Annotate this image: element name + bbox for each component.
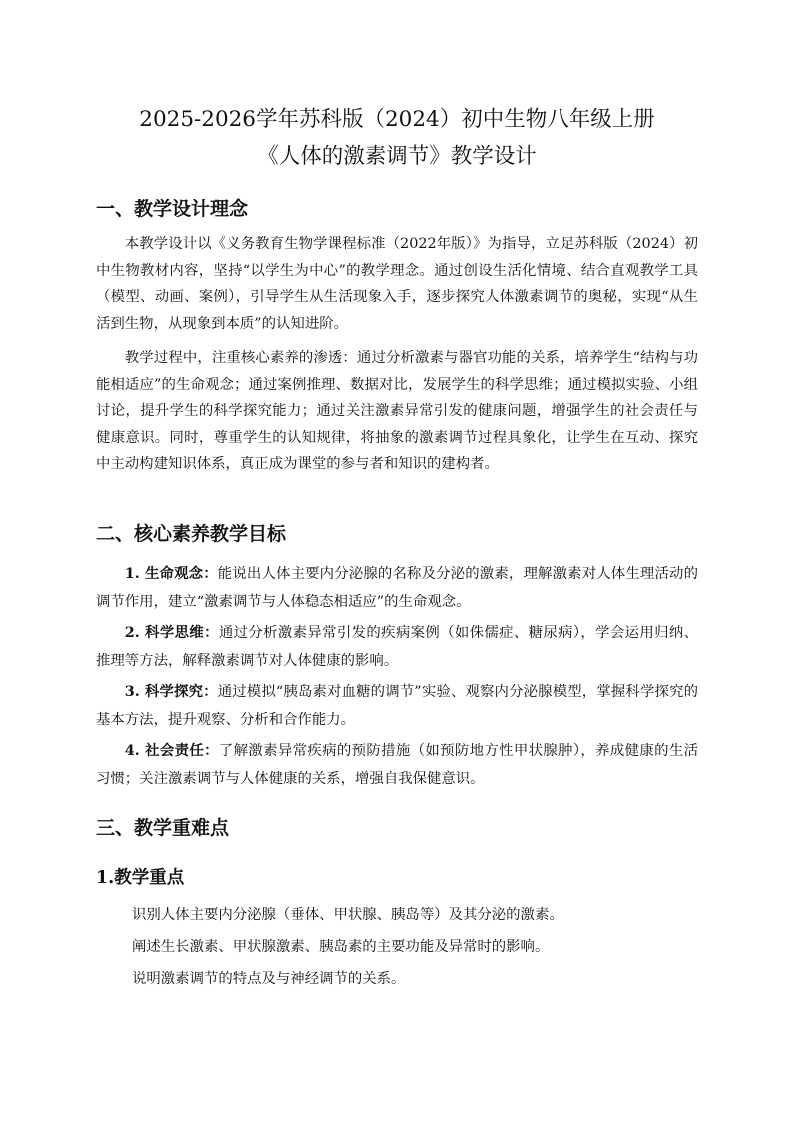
- goal-item: [96, 619, 698, 675]
- goal-item: [96, 737, 698, 793]
- key-point-item: 说明激素调节的特点及与神经调节的关系。: [132, 971, 406, 987]
- goal-text: 了解激素异常疾病的预防措施（如预防地方性甲状腺肿），养成健康的生活习惯；关注激素调节与人体健康的关系，增强自我保健意识。: [96, 743, 698, 787]
- goal-text: 通过模拟“胰岛素对血糖的调节”实验、观察内分泌腺模型，掌握科学探究的基本方法，提升观察、分析和合作能力。: [96, 684, 698, 728]
- document-title-line1: 2025-2026学年苏科版（2024）初中生物八年级上册: [139, 107, 655, 132]
- goal-label: 3. 科学探究：: [124, 683, 218, 700]
- section-heading-goals: 二、核心素养教学目标: [96, 523, 287, 545]
- goal-label: 2. 科学思维：: [124, 624, 219, 641]
- goal-item: [96, 560, 698, 616]
- section-heading-key-difficult-points: 三、教学重难点: [96, 817, 230, 839]
- subheading-key-points: 1.教学重点: [96, 868, 185, 888]
- goal-item: [96, 678, 698, 734]
- philosophy-paragraph-1: 本教学设计以《义务教育生物学课程标准（2022年版）》为指导，立足苏科版（2024）初中生物教材内容，坚持“以学生为中心”的教学理念。通过创设生活化情境、结合直观教学工具（模型、动画、案例），引导学生从生活现象入手，逐步探究人体激素调节的奥秘，实现“从生活到生物，从现象到本质”的认知进阶。: [96, 236, 698, 332]
- goal-text: 能说出人体主要内分泌腺的名称及分泌的激素，理解激素对人体生理活动的调节作用，建立“激素调节与人体稳态相适应”的生命观念。: [96, 566, 698, 610]
- key-point-item: 阐述生长激素、甲状腺激素、胰岛素的主要功能及异常时的影响。: [132, 939, 550, 955]
- section-heading-philosophy: 一、教学设计理念: [96, 198, 249, 220]
- document-title-line2: 《人体的激素调节》教学设计: [257, 144, 537, 169]
- goal-label: 4. 社会责任：: [124, 742, 219, 759]
- goal-text: 通过分析激素异常引发的疾病案例（如侏儒症、糖尿病），学会运用归纳、推理等方法，解释激素调节对人体健康的影响。: [96, 625, 698, 669]
- goal-label: 1. 生命观念：: [124, 565, 218, 582]
- key-point-item: 识别人体主要内分泌腺（垂体、甲状腺、胰岛等）及其分泌的激素。: [132, 907, 564, 923]
- philosophy-paragraph-2: 教学过程中，注重核心素养的渗透：通过分析激素与器官功能的关系，培养学生“结构与功能相适应”的生命观念；通过案例推理、数据对比，发展学生的科学思维；通过模拟实验、小组讨论，提升学生的科学探究能力；通过关注激素异常引发的健康问题，增强学生的社会责任与健康意识。同时，尊重学生的认知规律，将抽象的激素调节过程具象化，让学生在互动、探究中主动构建知识体系，真正成为课堂的参与者和知识的建构者。: [96, 350, 698, 472]
